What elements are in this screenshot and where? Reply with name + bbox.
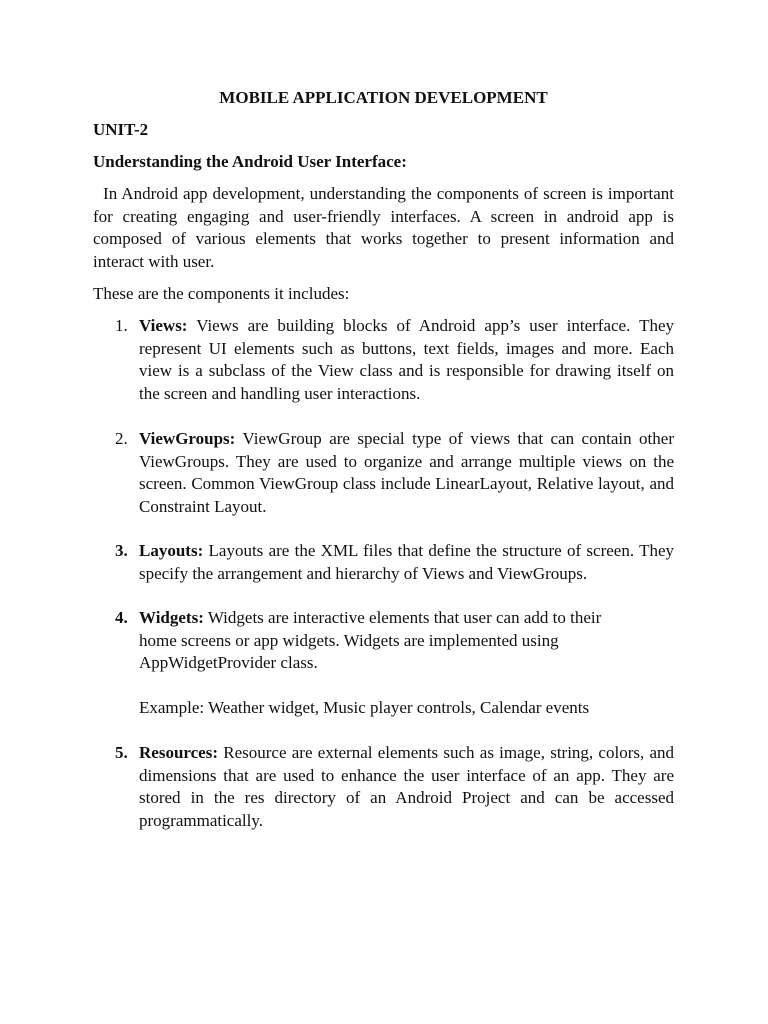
list-item-term: Resources:	[139, 743, 218, 762]
lead-in-text: These are the components it includes:	[93, 284, 350, 303]
section-heading: Understanding the Android User Interface:	[93, 152, 407, 171]
list-item-text: Layouts are the XML files that define the structure of screen. They specify the arrangement and hierarchy of Views and ViewGroups.	[139, 541, 675, 583]
unit-label: UNIT-2	[93, 120, 149, 139]
list-item-number: 5.	[115, 743, 128, 762]
list-item-term: Views:	[139, 316, 188, 335]
list-item-number: 1.	[115, 316, 128, 335]
list-item-number: 3.	[115, 541, 128, 560]
list-item-text: Widgets are interactive elements that user can add to their home screens or app widgets. Widgets are implemented using AppWidgetProvider class.	[139, 608, 602, 673]
document-title: MOBILE APPLICATION DEVELOPMENT	[219, 88, 548, 107]
widgets-example: Example: Weather widget, Music player controls, Calendar events	[139, 698, 590, 717]
intro-text: In Android app development, understanding the components of screen is important for creating engaging and user-friendly interfaces. A screen in android app is composed of various elements that works together to present information and interact with user.	[93, 184, 675, 272]
list-item-views	[115, 315, 674, 405]
list-item-number: 4.	[115, 608, 128, 627]
intro-paragraph	[93, 183, 674, 274]
list-item-text: Resource are external elements such as image, string, colors, and dimensions that are used to enhance the user interface of an app. They are stored in the res directory of an Android Project and can be accessed programmatically.	[139, 743, 675, 830]
list-item-term: Layouts:	[139, 541, 204, 560]
list-item-term: ViewGroups:	[139, 429, 236, 448]
list-item-number: 2.	[115, 429, 128, 448]
list-item-term: Widgets:	[139, 608, 204, 627]
list-item-layouts	[115, 540, 675, 585]
list-item-widgets	[115, 607, 639, 675]
list-item-viewgroups	[115, 428, 674, 518]
list-item-resources	[115, 742, 675, 832]
list-item-text: Views are building blocks of Android app’s user interface. They represent UI elements such as buttons, text fields, images and more. Each view is a subclass of the View class and is responsible for drawing itself on the screen and handling user interactions.	[139, 316, 674, 403]
list-item-text: ViewGroup are special type of views that can contain other ViewGroups. They are used to organize and arrange multiple views on the screen. Common ViewGroup class include LinearLayout, Relative layout, and Constraint Layout.	[139, 429, 674, 516]
